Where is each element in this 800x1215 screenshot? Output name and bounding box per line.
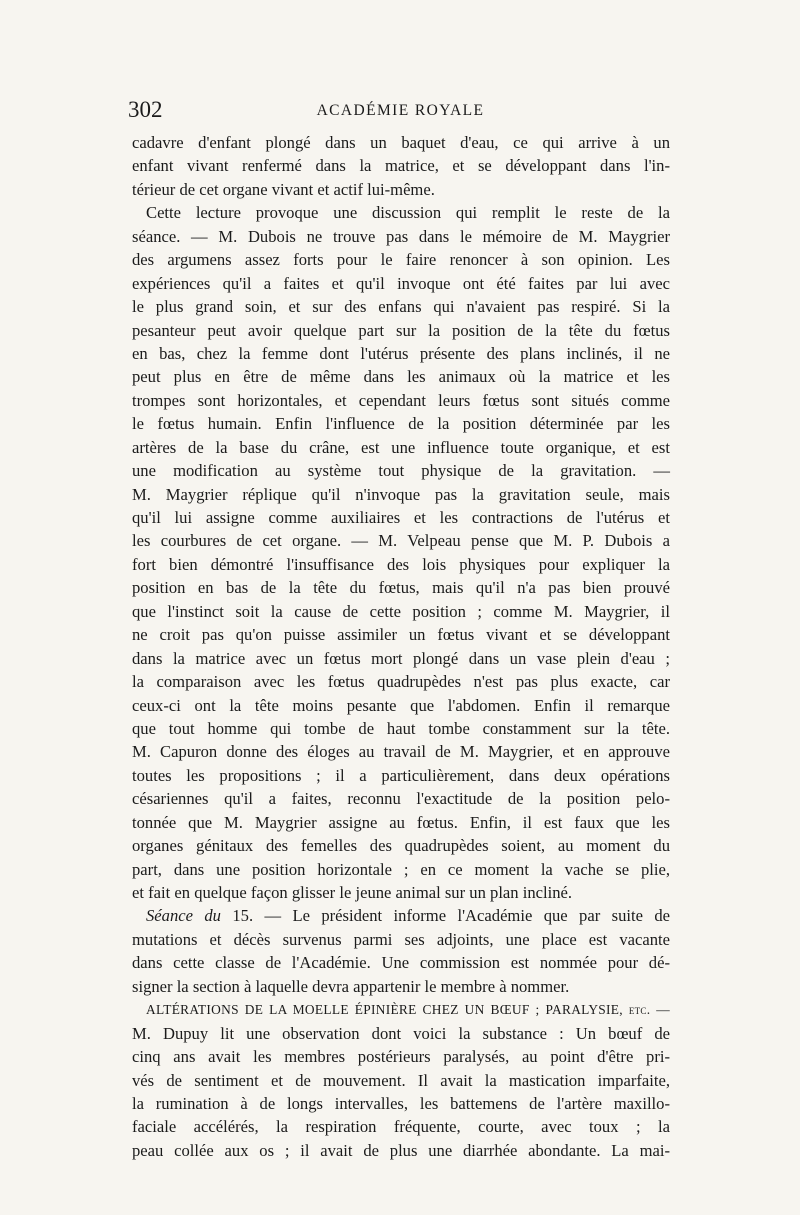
text-line: toutes les propositions ; il a particulièrement, dans deux opérations bbox=[132, 765, 670, 785]
text-line: M. Maygrier réplique qu'il n'invoque pas la gravitation seule, mais bbox=[132, 484, 670, 504]
text-line: des argumens assez forts pour le faire renoncer à son opinion. Les bbox=[132, 250, 670, 270]
text-line: enfant vivant renfermé dans la matrice, et se développant dans l'in- bbox=[132, 156, 670, 176]
text-line: une modification au système tout physique de la gravitation. — bbox=[132, 461, 670, 481]
text-line: cadavre d'enfant plongé dans un baquet d'eau, ce qui arrive à un bbox=[132, 133, 670, 152]
text-line: M. Capuron donne des éloges au travail de M. Maygrier, et en approuve bbox=[132, 742, 670, 762]
text-line: que tout homme qui tombe de haut tombe constamment sur la tête. bbox=[132, 718, 670, 738]
text-line: la rumination à de longs intervalles, les battemens de l'artère maxillo- bbox=[132, 1093, 670, 1113]
text-line: artères de la base du crâne, est une influence toute organique, et est bbox=[132, 437, 670, 457]
session-rest: 15. — Le président informe l'Académie que par suite de bbox=[220, 906, 670, 926]
body-text bbox=[132, 131, 670, 1162]
text-line: vés de sentiment et de mouvement. Il avait la mastication imparfaite, bbox=[132, 1070, 670, 1090]
text-line: faciale accélérés, la respiration fréquente, courte, avec toux ; la bbox=[132, 1117, 670, 1137]
page-header bbox=[128, 97, 673, 123]
text-line: dans cette classe de l'Académie. Une commission est nommée pour dé- bbox=[132, 953, 670, 973]
text-line: césariennes qu'il a faites, reconnu l'exactitude de la position pelo- bbox=[132, 789, 670, 809]
text-line: tonnée que M. Maygrier assigne au fœtus. Enfin, il est faux que les bbox=[132, 812, 670, 832]
text-line: peut plus en être de même dans les animaux où la matrice et les bbox=[132, 367, 670, 387]
text-line: M. Dupuy lit une observation dont voici la substance : Un bœuf de bbox=[132, 1023, 670, 1043]
section-heading: ALTÉRATIONS DE LA MOELLE ÉPINIÈRE CHEZ UN BŒUF ; PARALYSIE, etc. — bbox=[146, 1002, 670, 1018]
text-line: pesanteur peut avoir quelque part sur la position de la tête du fœtus bbox=[132, 320, 670, 340]
text-line: séance. — M. Dubois ne trouve pas dans le mémoire de M. Maygrier bbox=[132, 226, 670, 246]
text-line: le fœtus humain. Enfin l'influence de la position déterminée par les bbox=[132, 414, 670, 434]
text-line: organes génitaux des femelles des quadrupèdes soient, au moment du bbox=[132, 836, 670, 856]
text-line: signer la section à laquelle devra appartenir le membre à nommer. bbox=[132, 976, 570, 996]
session-date: Séance du bbox=[146, 906, 221, 926]
text-line: qu'il lui assigne comme auxiliaires et les contractions de l'utérus et bbox=[132, 508, 670, 527]
text-line: ceux-ci ont la tête moins pesante que l'abdomen. Enfin il remarque bbox=[132, 695, 670, 715]
text-line: les courbures de cet organe. — M. Velpeau pense que M. P. Dubois a bbox=[132, 531, 670, 551]
text-line: peau collée aux os ; il avait de plus une diarrhée abondante. La mai- bbox=[132, 1140, 670, 1160]
page-number: 302 bbox=[128, 97, 163, 122]
text-line: que l'instinct soit la cause de cette position ; comme M. Maygrier, il bbox=[132, 601, 670, 621]
text-line: mutations et décès survenus parmi ses adjoints, une place est vacante bbox=[132, 929, 670, 949]
text-line: part, dans une position horizontale ; en ce moment la vache se plie, bbox=[132, 859, 670, 879]
session-line bbox=[132, 904, 670, 927]
text-line: et fait en quelque façon glisser le jeune animal sur un plan incliné. bbox=[132, 883, 573, 902]
text-line: expériences qu'il a faites et qu'il invoque ont été faites par lui avec bbox=[132, 273, 670, 293]
text-line: ne croit pas qu'on puisse assimiler un fœtus vivant et se développant bbox=[132, 625, 670, 645]
text-line: térieur de cet organe vivant et actif lui-même. bbox=[132, 179, 435, 199]
text-line: trompes sont horizontales, et cependant leurs fœtus sont situés comme bbox=[132, 390, 670, 410]
text-line: cinq ans avait les membres postérieurs paralysés, au point d'être pri- bbox=[132, 1047, 670, 1067]
text-line: le plus grand soin, et sur des enfans qui n'avaient pas respiré. Si la bbox=[132, 297, 670, 317]
text-line: dans la matrice avec un fœtus mort plongé dans un vase plein d'eau ; bbox=[132, 648, 670, 668]
text-line: Cette lecture provoque une discussion qui remplit le reste de la bbox=[146, 203, 670, 223]
text-line: fort bien démontré l'insuffisance des lois physiques pour expliquer la bbox=[132, 554, 670, 574]
text-line: en bas, chez la femme dont l'utérus présente des plans inclinés, il ne bbox=[132, 343, 670, 363]
text-line: position en bas de la tête du fœtus, mais qu'il n'a pas bien prouvé bbox=[132, 578, 670, 598]
running-head: ACADÉMIE ROYALE bbox=[316, 102, 485, 119]
text-line: la comparaison avec les fœtus quadrupèdes n'est pas plus exacte, car bbox=[132, 672, 670, 692]
